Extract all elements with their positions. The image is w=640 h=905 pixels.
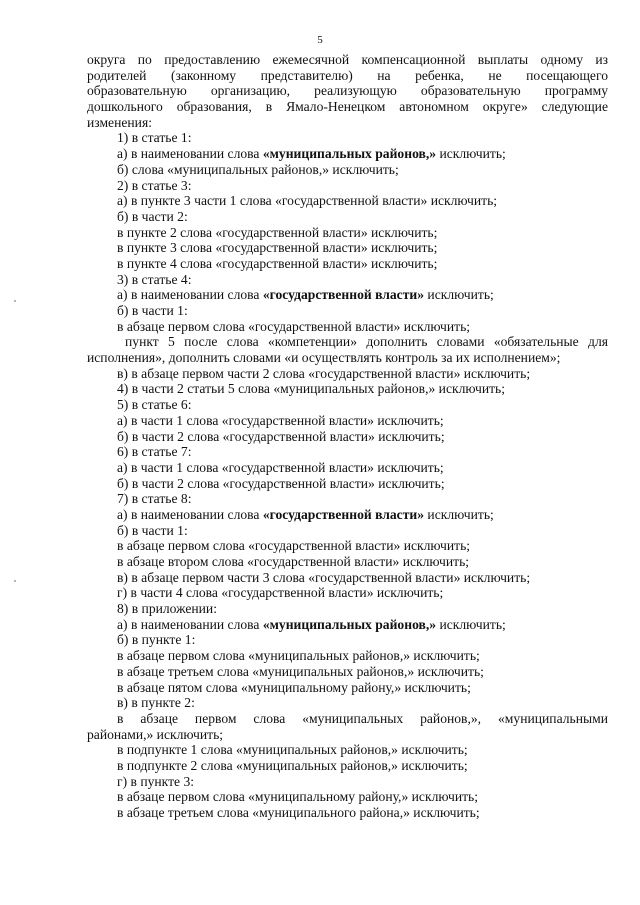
list-item: б) в части 1: [117,303,188,318]
intro-line: родителей (законному представителю) на ребенка, не посещающего [87,67,608,83]
list-item-line: исполнения», дополнить словами «и осуществлять контроль за их исполнением»; [87,350,561,366]
list-item-line: в абзаце первом слова «муниципальных районов,», «муниципальными [117,710,608,726]
list-item: в абзаце втором слова «государственной власти» исключить; [117,554,470,569]
list-item-line: районами,» исключить; [87,726,224,742]
list-item: в абзаце третьем слова «муниципальных районов,» исключить; [117,663,484,679]
list-item: в) в абзаце первом части 3 слова «государственной власти» исключить; [117,569,531,585]
list-item: в абзаце первом слова «государственной власти» исключить; [117,318,471,334]
list-item: в подпункте 2 слова «муниципальных районов,» исключить; [117,757,468,773]
list-item: б) слова «муниципальных районов,» исключить; [117,161,399,177]
list-item: г) в части 4 слова «государственной власти» исключить; [117,585,444,601]
list-item: 8) в приложении: [117,601,217,617]
list-item: б) в части 2: [117,208,188,224]
list-item: 4) в части 2 статьи 5 слова «муниципальных районов,» исключить; [117,381,506,397]
list-item: б) в части 2 слова «государственной власти» исключить; [117,428,445,444]
list-item: в) в абзаце первом части 2 слова «государственной власти» исключить; [117,365,531,381]
list-item: г) в пункте 3: [117,773,195,789]
intro-paragraph [87,52,608,130]
list-item: а) в части 1 слова «государственной власти» исключить; [117,459,444,475]
list-item: а) в наименовании слова «муниципальных районов,» исключить; [117,146,506,162]
scan-artifact [14,300,16,302]
list-item: а) в части 1 слова «государственной власти» исключить; [117,412,444,428]
list-item: 1) в статье 1: [117,130,192,146]
intro-line: образовательную организацию, реализующую образовательную программу [87,83,608,99]
list-item: 7) в статье 8: [117,491,192,507]
list-item: в пункте 2 слова «государственной власти» исключить; [117,224,438,240]
list-item: б) в части 2 слова «государственной власти» исключить; [117,475,445,491]
scan-artifact [14,580,16,582]
list-item: в абзаце первом слова «муниципальному району,» исключить; [117,789,479,805]
list-item: в абзаце первом слова «государственной власти» исключить; [117,538,471,554]
page-number: 5 [317,34,323,46]
intro-line: округа по предоставлению ежемесячной компенсационной выплаты одному из [87,52,608,67]
list-item: в) в пункте 2: [117,695,195,711]
list-item: в пункте 4 слова «государственной власти» исключить; [117,255,438,271]
list-item: а) в пункте 3 части 1 слова «государственной власти» исключить; [117,193,498,209]
list-item: 2) в статье 3: [117,177,192,193]
list-item: а) в наименовании слова «государственной власти» исключить; [117,287,494,303]
list-item: в абзаце пятом слова «муниципальному району,» исключить; [117,679,471,695]
list-item: в подпункте 1 слова «муниципальных районов,» исключить; [117,742,468,758]
list-item: в абзаце первом слова «муниципальных районов,» исключить; [117,648,480,664]
list-item: б) в части 1: [117,522,188,538]
list-item-line: пункт 5 после слова «компетенции» дополнить словами «обязательные для [125,334,608,350]
list-item: 5) в статье 6: [117,397,192,413]
list-item: б) в пункте 1: [117,632,196,648]
list-item: 6) в статье 7: [117,444,192,460]
list-item: в абзаце третьем слова «муниципального района,» исключить; [117,805,480,820]
list-item: а) в наименовании слова «государственной власти» исключить; [117,506,494,522]
document-body [87,52,608,821]
list-item: а) в наименовании слова «муниципальных районов,» исключить; [117,616,506,632]
list-item: в пункте 3 слова «государственной власти» исключить; [117,240,438,256]
list-item: 3) в статье 4: [117,271,192,287]
intro-line: изменения: [87,114,152,130]
intro-line: дошкольного образования, в Ямало-Ненецком автономном округе» следующие [87,99,608,115]
